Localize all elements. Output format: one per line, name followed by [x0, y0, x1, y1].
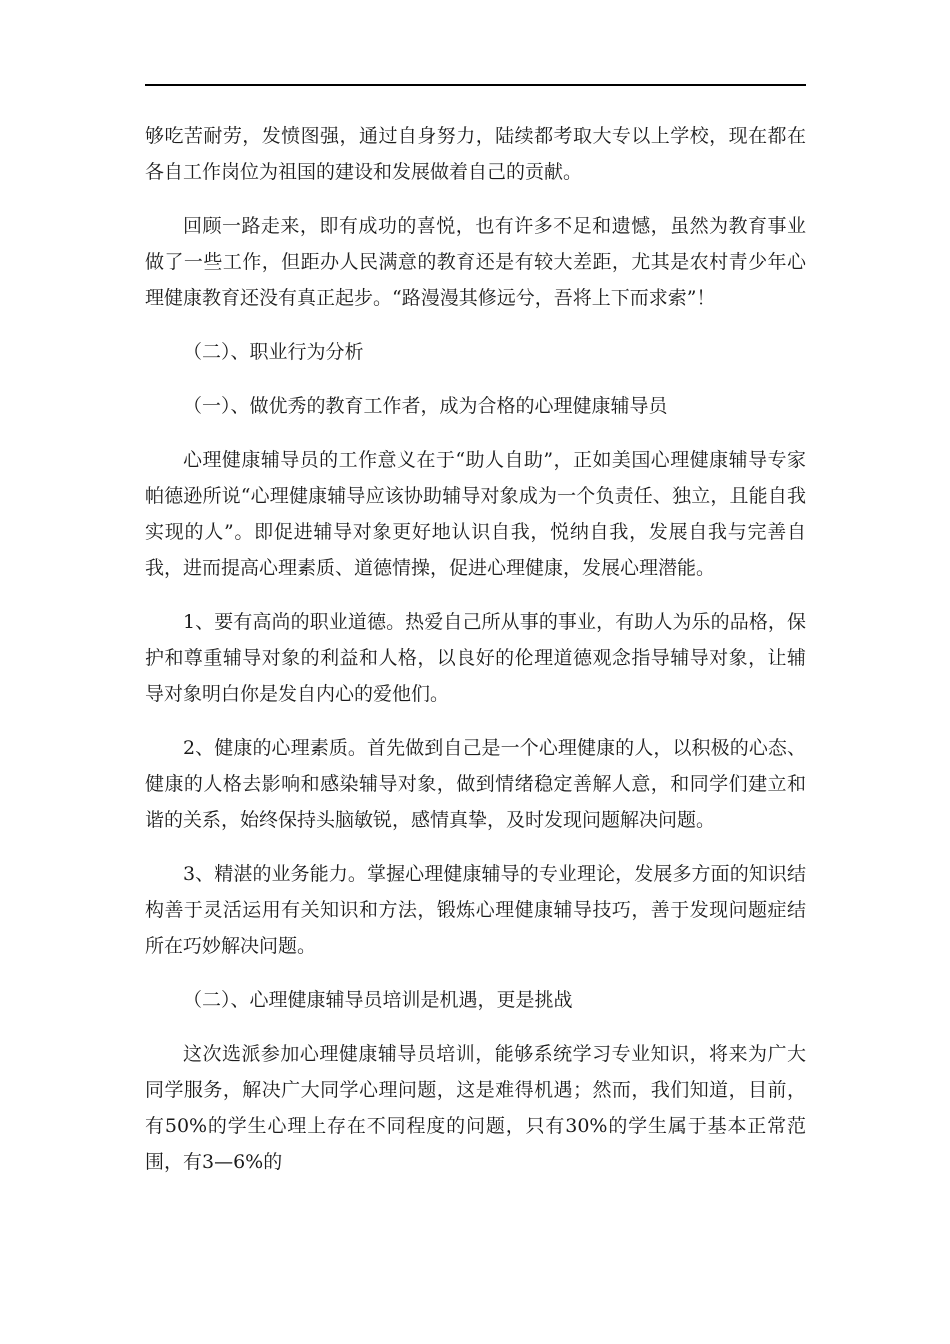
- list-paragraph: 2、健康的心理素质。首先做到自己是一个心理健康的人，以积极的心态、健康的人格去影响和感染辅导对象，做到情绪稳定善解人意，和同学们建立和谐的关系，始终保持头脑敏锐，感情真挚，及时发现问题解决问题。: [145, 737, 806, 831]
- subsection-heading: （一）、做优秀的教育工作者，成为合格的心理健康辅导员: [183, 395, 668, 417]
- header-rule: [145, 84, 806, 86]
- subsection-heading: （二）、心理健康辅导员培训是机遇，更是挑战: [183, 989, 573, 1011]
- paragraph: 够吃苦耐劳，发愤图强，通过自身努力，陆续都考取大专以上学校，现在都在各自工作岗位为祖国的建设和发展做着自己的贡献。: [145, 125, 806, 183]
- list-paragraph: 1、要有高尚的职业道德。热爱自己所从事的事业，有助人为乐的品格，保护和尊重辅导对象的利益和人格，以良好的伦理道德观念指导辅导对象，让辅导对象明白你是发自内心的爱他们。: [145, 611, 806, 705]
- section-heading: （二）、职业行为分析: [183, 341, 364, 363]
- list-paragraph: 3、精湛的业务能力。掌握心理健康辅导的专业理论，发展多方面的知识结构善于灵活运用有关知识和方法，锻炼心理健康辅导技巧，善于发现问题症结所在巧妙解决问题。: [145, 863, 806, 957]
- paragraph: 这次选派参加心理健康辅导员培训，能够系统学习专业知识，将来为广大同学服务，解决广大同学心理问题，这是难得机遇；然而，我们知道，目前，有50%的学生心理上存在不同程度的问题，只有30%的学生属于基本正常范围，有3—6%的: [145, 1043, 806, 1173]
- document-body: [145, 118, 806, 1180]
- paragraph: 回顾一路走来，即有成功的喜悦，也有许多不足和遗憾，虽然为教育事业做了一些工作，但距办人民满意的教育还是有较大差距，尤其是农村青少年心理健康教育还没有真正起步。“路漫漫其修远兮，吾将上下而求索”！: [145, 215, 806, 309]
- paragraph: 心理健康辅导员的工作意义在于“助人自助”，正如美国心理健康辅导专家帕德逊所说“心理健康辅导应该协助辅导对象成为一个负责任、独立，且能自我实现的人”。即促进辅导对象更好地认识自我，悦纳自我，发展自我与完善自我，进而提高心理素质、道德情操，促进心理健康，发展心理潜能。: [145, 449, 806, 579]
